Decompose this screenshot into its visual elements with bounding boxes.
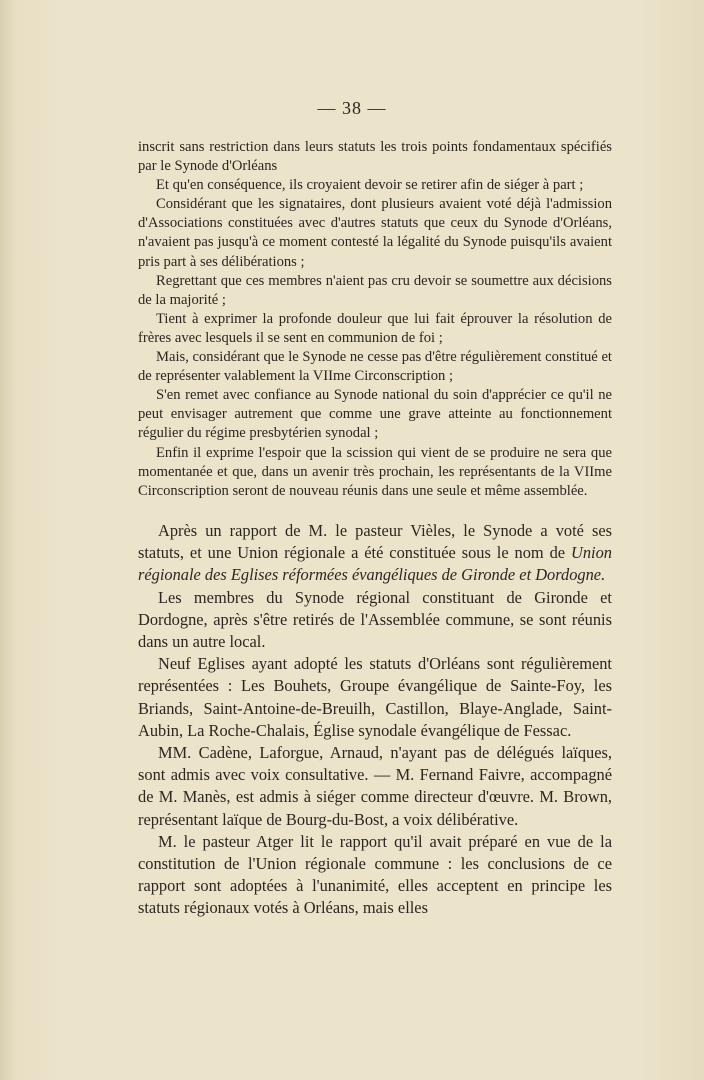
resolution-paragraph: Et qu'en conséquence, ils croyaient devoir se retirer afin de siéger à part ; xyxy=(156,177,584,194)
narrative-paragraph: Neuf Eglises ayant adopté les statuts d'Orléans sont régulièrement représentées : Les Bouhets, Groupe évangélique de Sainte-Foy, les Briands, Saint-Antoine-de-Breuilh, Castillon, Blaye-Anglade, Saint-Aubin, La Roche-Chalais, Église synodale évangélique de Fessac. xyxy=(138,654,612,740)
union-name-italic: Union régionale des Eglises réformées évangéliques de Gironde et Dordogne. xyxy=(138,543,612,585)
narrative-paragraph: MM. Cadène, Laforgue, Arnaud, n'ayant pas de délégués laïques, sont admis avec voix consultative. — M. Fernand Faivre, accompagné de M. Manès, est admis à siéger comme directeur d'œuvre. M. Brown, représentant laïque de Bourg-du-Bost, a voix délibérative. xyxy=(138,743,612,829)
page-number: — 38 — xyxy=(317,98,387,118)
resolution-paragraph: Mais, considérant que le Synode ne cesse pas d'être régulièrement constitué et de représenter valablement la VIIme Circonscription ; xyxy=(138,349,612,385)
resolution-paragraph: Tient à exprimer la profonde douleur que lui fait éprouver la résolution de frères avec lesquels il se sent en communion de foi ; xyxy=(138,310,612,346)
narrative-text xyxy=(138,520,612,920)
resolution-paragraph: Considérant que les signataires, dont plusieurs avaient voté déjà l'admission d'Associations constituées avec d'autres statuts que ceux du Synode d'Orléans, n'avaient pas jusqu'à ce moment contesté la légalité du Synode puisqu'ils avaient pris part à ses délibérations ; xyxy=(138,196,612,270)
resolution-text xyxy=(138,138,612,501)
narrative-paragraph: M. le pasteur Atger lit le rapport qu'il avait préparé en vue de la constitution de l'Union régionale commune : les conclusions de ce rapport sont adoptées à l'unanimité, elles acceptent en principe les statuts régionaux votés à Orléans, mais elles xyxy=(138,831,612,918)
narrative-paragraph: Les membres du Synode régional constituant de Gironde et Dordogne, après s'être retirés de l'Assemblée commune, se sont réunis dans un autre local. xyxy=(138,587,612,652)
resolution-paragraph: Regrettant que ces membres n'aient pas cru devoir se soumettre aux décisions de la majorité ; xyxy=(138,272,612,308)
narrative-text-run: Après un rapport de M. le pasteur Vièles, le Synode a voté ses statuts, et une Union régionale a été constituée sous le nom de xyxy=(138,521,612,563)
resolution-paragraph: S'en remet avec confiance au Synode national du soin d'apprécier ce qu'il ne peut envisager autrement que comme une grave atteinte au fonctionnement régulier du régime presbytérien synodal ; xyxy=(138,387,612,442)
resolution-paragraph: inscrit sans restriction dans leurs statuts les trois points fondamentaux spécifiés par le Synode d'Orléans xyxy=(138,139,612,175)
narrative-paragraph xyxy=(138,520,612,587)
resolution-paragraph: Enfin il exprime l'espoir que la scission qui vient de se produire ne sera que momentanée et que, dans un avenir très prochain, les représentants de la VIIme Circonscription seront de nouveau réunis dans une seule et même assemblée. xyxy=(138,444,612,499)
